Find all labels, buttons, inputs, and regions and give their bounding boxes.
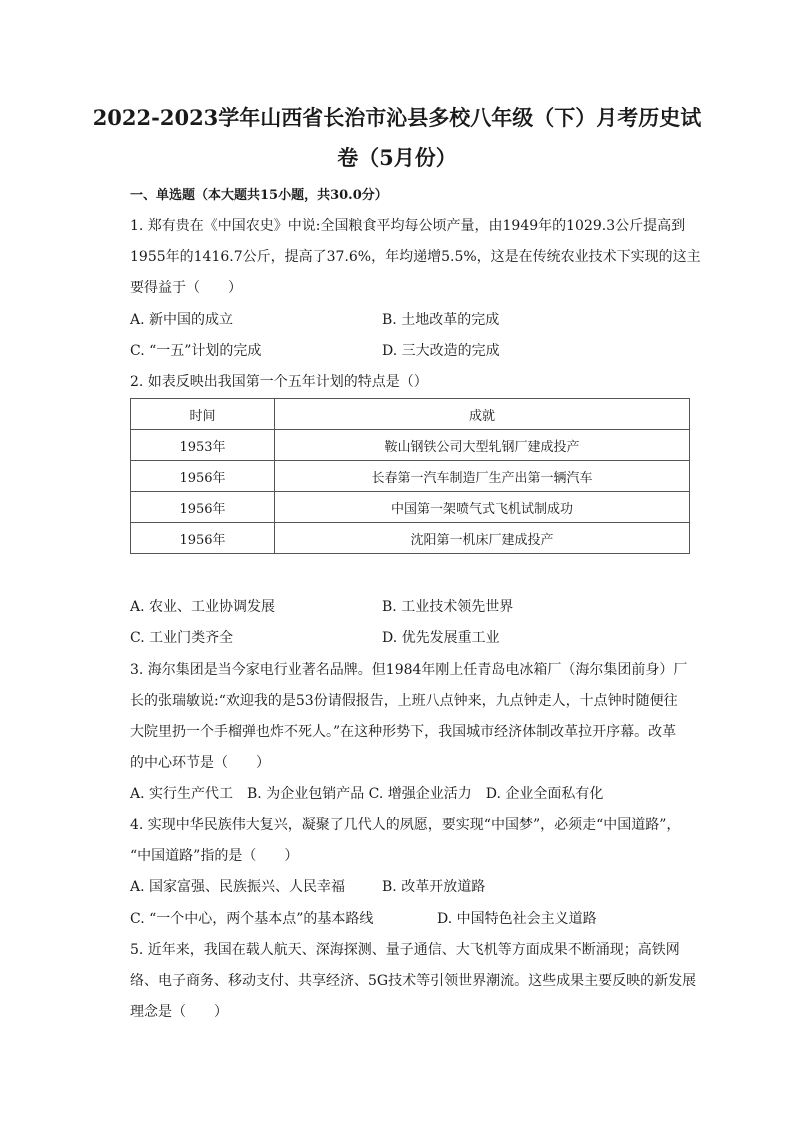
q1-line-3: 要得益于（ ） bbox=[130, 280, 242, 296]
page-title-line-1: 2022-2023学年山西省长治市沁县多校八年级（下）月考历史试 bbox=[92, 105, 702, 130]
q3-line-3: 大院里扔一个手榴弹也炸不死人。”在这种形势下，我国城市经济体制改革拉开序幕。改革 bbox=[130, 724, 677, 740]
table-cell: 1956年 bbox=[131, 523, 275, 554]
table-header-row bbox=[131, 399, 690, 430]
table-cell: 长春第一汽车制造厂生产出第一辆汽车 bbox=[275, 461, 690, 492]
q4-option-c[interactable]: C. “一个中心，两个基本点”的基本路线 bbox=[130, 911, 374, 927]
q2-option-b[interactable]: B. 工业技术领先世界 bbox=[382, 599, 514, 615]
table-header-cell: 时间 bbox=[131, 399, 275, 430]
q2-stem: 2. 如表反映出我国第一个五年计划的特点是（） bbox=[130, 374, 428, 390]
q1-option-a[interactable]: A. 新中国的成立 bbox=[130, 312, 234, 328]
table-cell: 1956年 bbox=[131, 492, 275, 523]
q1-line-2: 1955年的1416.7公斤，提高了37.6%，年均递增5.5%，这是在传统农业技术下实现的这主 bbox=[130, 249, 701, 265]
table-cell: 沈阳第一机床厂建成投产 bbox=[275, 523, 690, 554]
table-cell: 1956年 bbox=[131, 461, 275, 492]
q4-option-b[interactable]: B. 改革开放道路 bbox=[382, 879, 486, 895]
q3-line-1: 3. 海尔集团是当今家电行业著名品牌。但1984年刚上任青岛电冰箱厂（海尔集团前身）厂 bbox=[130, 662, 688, 678]
table-cell: 1953年 bbox=[131, 430, 275, 461]
q5-line-2: 络、电子商务、移动支付、共享经济、5G技术等引领世界潮流。这些成果主要反映的新发展 bbox=[130, 973, 697, 989]
q1-option-b[interactable]: B. 土地改革的完成 bbox=[382, 312, 500, 328]
table-row bbox=[131, 430, 690, 461]
q2-option-d[interactable]: D. 优先发展重工业 bbox=[382, 630, 500, 646]
q1-line-1: 1. 郑有贵在《中国农史》中说:全国粮食平均每公顷产量，由1949年的1029.3公斤提高到 bbox=[130, 218, 686, 234]
q5-line-1: 5. 近年来，我国在载人航天、深海探测、量子通信、大飞机等方面成果不断涌现；高铁网 bbox=[130, 942, 680, 958]
q3-options[interactable]: A. 实行生产代工 B. 为企业包销产品 C. 增强企业活力 D. 企业全面私有化 bbox=[130, 786, 604, 802]
q4-option-d[interactable]: D. 中国特色社会主义道路 bbox=[437, 911, 597, 927]
table-cell: 中国第一架喷气式飞机试制成功 bbox=[275, 492, 690, 523]
q5-line-3: 理念是（ ） bbox=[130, 1004, 228, 1020]
table-row bbox=[131, 523, 690, 554]
q2-option-a[interactable]: A. 农业、工业协调发展 bbox=[130, 599, 276, 615]
section-heading: 一、单选题（本大题共15小题，共30.0分） bbox=[130, 188, 388, 203]
q4-line-2: “中国道路”指的是（ ） bbox=[130, 848, 299, 864]
page-title-line-2: 卷（5月份） bbox=[337, 145, 457, 170]
q1-option-d[interactable]: D. 三大改造的完成 bbox=[382, 343, 500, 359]
q1-option-c[interactable]: C. “一五”计划的完成 bbox=[130, 343, 262, 359]
table-cell: 鞍山钢铁公司大型轧钢厂建成投产 bbox=[275, 430, 690, 461]
q4-option-a[interactable]: A. 国家富强、民族振兴、人民幸福 bbox=[130, 879, 346, 895]
q2-option-c[interactable]: C. 工业门类齐全 bbox=[130, 630, 234, 646]
table-row bbox=[131, 492, 690, 523]
q3-line-2: 长的张瑞敏说:“欢迎我的是53份请假报告，上班八点钟来，九点钟走人，十点钟时随便往 bbox=[130, 693, 678, 709]
table-row bbox=[131, 461, 690, 492]
q3-line-4: 的中心环节是（ ） bbox=[130, 755, 270, 771]
q2-table bbox=[130, 398, 690, 554]
q4-line-1: 4. 实现中华民族伟大复兴，凝聚了几代人的夙愿，要实现“中国梦”，必须走“中国道路”， bbox=[130, 817, 681, 833]
table-header-cell: 成就 bbox=[275, 399, 690, 430]
